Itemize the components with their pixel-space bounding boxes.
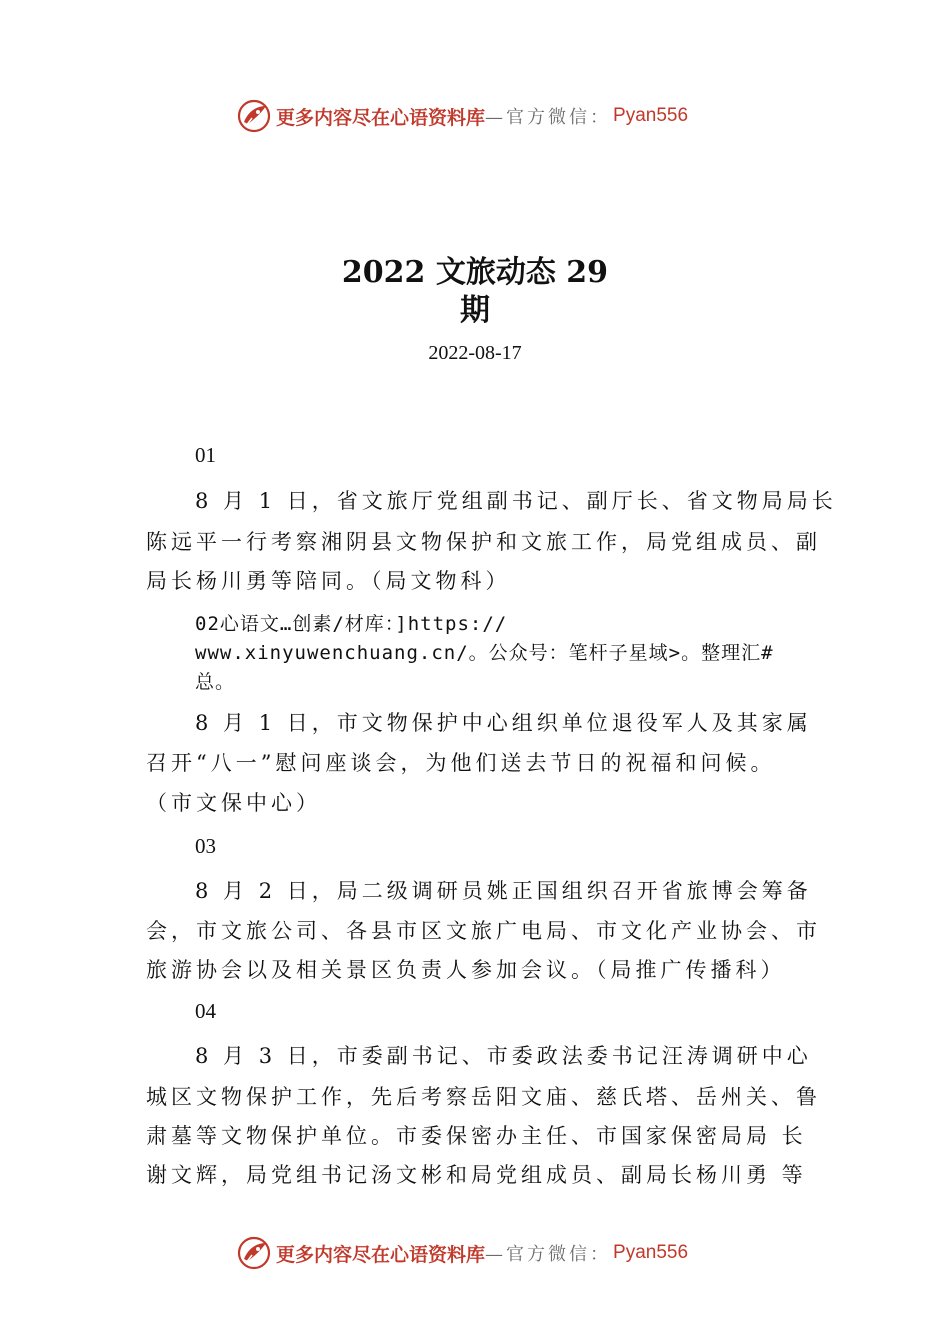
wechat-id: Pyan556 <box>613 1242 689 1263</box>
paragraph-line: 肃墓等文物保护单位。市委保密办主任、市国家保密局局 长 <box>146 1124 807 1148</box>
document-date: 2022-08-17 <box>428 342 522 364</box>
promo-line: 总。 <box>195 671 236 693</box>
item-number: 01 <box>195 443 216 467</box>
watermark-banner-top <box>236 96 756 136</box>
paragraph-line: 局长杨川勇等陪同。（局文物科） <box>146 569 511 593</box>
item-number: 04 <box>195 999 216 1023</box>
pen-logo-icon <box>236 98 272 134</box>
paragraph-line: 8 月 2 日，局二级调研员姚正国组织召开省旅博会筹备 <box>195 879 812 903</box>
paragraph-line: （市文保中心） <box>146 791 321 815</box>
pen-logo-icon <box>236 1235 272 1271</box>
watermark-text: 更多内容尽在心语资料库 <box>276 1243 486 1266</box>
paragraph-line: 8 月 3 日，市委副书记、市委政法委书记汪涛调研中心 <box>195 1044 812 1068</box>
watermark-text: 更多内容尽在心语资料库 <box>276 106 486 129</box>
paragraph-line: 谢文辉，局党组书记汤文彬和局党组成员、副局长杨川勇 等 <box>146 1163 807 1187</box>
paragraph-line: 8 月 1 日，市文物保护中心组织单位退役军人及其家属 <box>195 711 812 735</box>
paragraph-line: 8 月 1 日，省文旅厅党组副书记、副厅长、省文物局局长 <box>195 489 837 513</box>
watermark-banner-bottom <box>236 1233 756 1273</box>
promo-line: www.xinyuwenchuang.cn/。公众号：笔杆子星域>。整理汇# <box>195 642 774 664</box>
document-title-continued: 期 <box>460 293 490 328</box>
watermark-separator: —官方微信： <box>485 107 612 128</box>
watermark-separator: —官方微信： <box>485 1244 612 1265</box>
paragraph-line: 旅游协会以及相关景区负责人参加会议。（局推广传播科） <box>146 958 786 982</box>
paragraph-line: 会，市文旅公司、各县市区文旅广电局、市文化产业协会、市 <box>146 919 821 943</box>
item-number: 03 <box>195 834 216 858</box>
paragraph-line: 城区文物保护工作，先后考察岳阳文庙、慈氏塔、岳州关、鲁 <box>146 1085 821 1109</box>
paragraph-line: 召开“八一”慰问座谈会，为他们送去节日的祝福和问候。 <box>146 751 776 775</box>
wechat-id: Pyan556 <box>613 105 689 126</box>
paragraph-line: 陈远平一行考察湘阴县文物保护和文旅工作，局党组成员、副 <box>146 530 821 554</box>
document-title: 2022 文旅动态 29 <box>341 255 609 290</box>
item-number-promo-line: 02心语文…创素/材库：]https:// <box>195 613 508 635</box>
